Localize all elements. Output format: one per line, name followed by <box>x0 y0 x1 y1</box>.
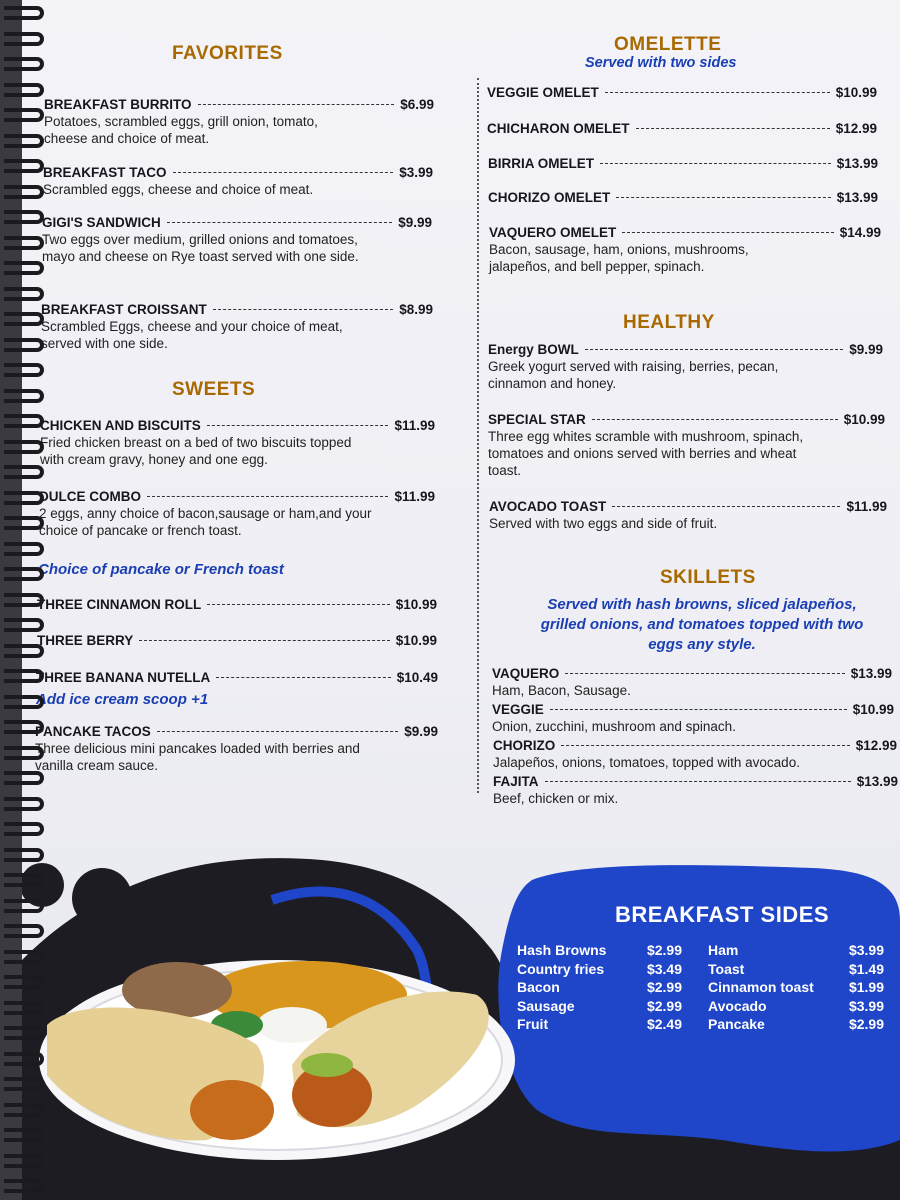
dot-leader <box>157 731 398 732</box>
dot-leader <box>585 349 843 350</box>
side-price: $3.99 <box>848 942 884 958</box>
spiral-coil <box>4 899 44 913</box>
spiral-coil <box>4 440 44 454</box>
dot-leader <box>550 709 847 710</box>
dot-leader <box>207 425 389 426</box>
spiral-coil <box>4 236 44 250</box>
dot-leader <box>592 419 838 420</box>
menu-item-chorizo-omelet <box>488 190 878 205</box>
breakfast-sides-left-list <box>517 942 682 1035</box>
menu-item-birria-omelet <box>488 156 878 171</box>
item-description: Ham, Bacon, Sausage. <box>492 683 631 698</box>
item-name: SPECIAL STAR <box>488 412 586 427</box>
dot-leader <box>622 232 833 233</box>
item-description: Three egg whites scramble with mushroom, spinach, tomatoes and onions served with berries and wheat toast. <box>488 429 804 478</box>
spiral-coil <box>4 771 44 785</box>
item-description: 2 eggs, anny choice of bacon,sausage or ham,and your choice of pancake or french toast. <box>39 506 372 538</box>
item-name: VEGGIE <box>492 702 544 717</box>
menu-item-breakfast-taco <box>43 165 433 198</box>
item-name: CHICKEN AND BISCUITS <box>40 418 201 433</box>
dot-leader <box>600 163 831 164</box>
spiral-coil <box>4 542 44 556</box>
item-name: VEGGIE OMELET <box>487 85 599 100</box>
item-price: $13.99 <box>836 156 878 171</box>
item-description: Three delicious mini pancakes loaded with berries and vanilla cream sauce. <box>35 741 360 773</box>
side-item <box>708 942 884 961</box>
side-item <box>708 961 884 980</box>
menu-item-breakfast-croissant <box>41 302 433 352</box>
dot-leader <box>561 745 849 746</box>
item-name: VAQUERO OMELET <box>489 225 617 240</box>
side-price: $2.99 <box>646 979 682 995</box>
spiral-coil <box>4 848 44 862</box>
item-price: $10.99 <box>852 702 894 717</box>
dot-leader <box>216 677 390 678</box>
column-divider <box>477 78 479 793</box>
item-description: Scrambled Eggs, cheese and your choice of meat, served with one side. <box>41 319 343 351</box>
item-price: $12.99 <box>855 738 897 753</box>
item-price: $13.99 <box>850 666 892 681</box>
omelette-heading: OMELETTE <box>614 34 722 55</box>
item-description: Onion, zucchini, mushroom and spinach. <box>492 719 736 734</box>
item-name: VAQUERO <box>492 666 560 681</box>
spiral-coil <box>4 873 44 887</box>
spiral-coil <box>4 465 44 479</box>
item-price: $11.99 <box>846 499 887 514</box>
spiral-coil <box>4 210 44 224</box>
side-price: $1.49 <box>848 960 884 977</box>
spiral-coil <box>4 1052 44 1066</box>
spiral-coil <box>4 516 44 530</box>
side-price: $2.99 <box>646 942 682 958</box>
menu-item-veggie-omelet <box>487 85 877 100</box>
dot-leader <box>612 506 840 507</box>
item-name: CHORIZO <box>493 738 556 753</box>
item-price: $9.99 <box>398 215 432 230</box>
side-price: $2.99 <box>848 1016 884 1032</box>
spiral-coil <box>4 312 44 326</box>
spiral-coil <box>4 287 44 301</box>
item-description: Bacon, sausage, ham, onions, mushrooms, jalapeños, and bell pepper, spinach. <box>489 242 749 274</box>
side-item <box>517 998 682 1017</box>
side-price: $3.49 <box>646 960 682 977</box>
spiral-coil <box>4 414 44 428</box>
spiral-coil <box>4 6 44 20</box>
menu-item-three-cinnamon-roll <box>37 597 437 612</box>
side-name: Avocado <box>708 997 767 1014</box>
side-name: Ham <box>708 942 739 958</box>
item-description: Two eggs over medium, grilled onions and tomatoes, mayo and cheese on Rye toast served with one side. <box>42 232 359 264</box>
spiral-coil <box>4 159 44 173</box>
item-description: Fried chicken breast on a bed of two biscuits topped with cream gravy, honey and one egg. <box>40 435 352 467</box>
item-name: FAJITA <box>493 774 539 789</box>
spiral-coil <box>4 797 44 811</box>
menu-item-avocado-toast <box>489 499 887 532</box>
breakfast-plate-image <box>37 955 517 1165</box>
sweets-heading: SWEETS <box>172 379 256 400</box>
side-name: Fruit <box>517 1016 549 1032</box>
spiral-coil <box>4 1154 44 1168</box>
side-name: Country fries <box>517 960 605 977</box>
favorites-heading: FAVORITES <box>172 43 283 64</box>
addon-note: Add ice cream scoop +1 <box>36 691 209 708</box>
dot-leader <box>616 197 830 198</box>
side-name: Pancake <box>708 1016 765 1032</box>
menu-item-energy-bowl <box>488 342 883 392</box>
item-price: $9.99 <box>404 724 438 739</box>
spiral-coil <box>4 185 44 199</box>
side-item <box>517 1016 682 1035</box>
healthy-heading: HEALTHY <box>623 312 715 333</box>
menu-item-pancake-tacos <box>35 724 438 774</box>
skillets-subtitle: Served with hash browns, sliced jalapeños, grilled onions, and tomatoes topped with two eggs any style. <box>540 596 864 653</box>
spiral-coil <box>4 695 44 709</box>
menu-item-chicharon-omelet <box>487 121 877 136</box>
spiral-coil <box>4 924 44 938</box>
item-price: $10.99 <box>395 633 437 648</box>
spiral-coil <box>4 363 44 377</box>
side-name: Cinnamon toast <box>708 979 814 995</box>
dot-leader <box>545 781 851 782</box>
item-name: THREE BERRY <box>37 633 134 648</box>
spiral-coil <box>4 134 44 148</box>
spiral-coil <box>4 57 44 71</box>
menu-item-chorizo-skillet <box>493 738 897 771</box>
side-item <box>517 979 682 998</box>
item-price: $12.99 <box>835 121 877 136</box>
side-price: $2.49 <box>646 1016 682 1032</box>
item-description: Served with two eggs and side of fruit. <box>489 516 718 531</box>
dot-leader <box>636 128 830 129</box>
spiral-coil <box>4 261 44 275</box>
item-name: GIGI'S SANDWICH <box>42 215 161 230</box>
item-name: CHORIZO OMELET <box>488 190 611 205</box>
item-name: CHICHARON OMELET <box>487 121 630 136</box>
item-description: Potatoes, scrambled eggs, grill onion, tomato, cheese and choice of meat. <box>44 114 318 146</box>
item-description: Beef, chicken or mix. <box>493 791 619 806</box>
spiral-coil <box>4 1001 44 1015</box>
spiral-coil <box>4 108 44 122</box>
side-name: Toast <box>708 960 745 977</box>
side-price: $1.99 <box>848 979 884 995</box>
skillets-heading: SKILLETS <box>660 567 756 588</box>
item-name: THREE BANANA NUTELLA <box>36 670 211 685</box>
item-name: BREAKFAST BURRITO <box>44 97 192 112</box>
side-price: $2.99 <box>646 997 682 1014</box>
item-description: Greek yogurt served with raising, berries, pecan, cinnamon and honey. <box>488 359 779 391</box>
item-price: $8.99 <box>399 302 433 317</box>
spiral-coil <box>4 1077 44 1091</box>
menu-item-veggie-skillet <box>492 702 894 735</box>
side-name: Sausage <box>517 997 575 1014</box>
spiral-coil <box>4 1026 44 1040</box>
menu-item-breakfast-burrito <box>44 97 434 147</box>
item-price: $13.99 <box>856 774 898 789</box>
spiral-coil <box>4 338 44 352</box>
breakfast-sides-right-list <box>708 942 884 1035</box>
choice-note: Choice of pancake or French toast <box>38 561 284 578</box>
item-price: $9.99 <box>849 342 883 357</box>
spiral-binding <box>0 0 48 1200</box>
item-name: BREAKFAST TACO <box>43 165 167 180</box>
item-description: Jalapeños, onions, tomatoes, topped with avocado. <box>493 755 800 770</box>
spiral-coil <box>4 1179 44 1193</box>
item-price: $3.99 <box>399 165 433 180</box>
item-price: $13.99 <box>836 190 878 205</box>
menu-item-vaquero-skillet <box>492 666 892 699</box>
dot-leader <box>198 104 395 105</box>
spiral-coil <box>4 975 44 989</box>
spiral-coil <box>4 389 44 403</box>
omelette-subtitle: Served with two sides <box>585 55 737 71</box>
item-description: Scrambled eggs, cheese and choice of meat. <box>43 182 314 197</box>
spiral-coil <box>4 822 44 836</box>
item-price: $10.49 <box>396 670 438 685</box>
item-price: $14.99 <box>839 225 881 240</box>
spiral-coil <box>4 618 44 632</box>
item-name: BREAKFAST CROISSANT <box>41 302 207 317</box>
menu-item-gigis-sandwich <box>42 215 432 265</box>
dot-leader <box>605 92 830 93</box>
menu-item-vaquero-omelet <box>489 225 881 275</box>
dot-leader <box>213 309 393 310</box>
spiral-coil <box>4 950 44 964</box>
menu-item-three-banana-nutella <box>36 670 438 685</box>
dot-leader <box>173 172 394 173</box>
menu-item-special-star <box>488 412 885 479</box>
item-price: $11.99 <box>394 418 435 433</box>
spiral-coil <box>4 491 44 505</box>
dot-leader <box>147 496 388 497</box>
item-name: DULCE COMBO <box>39 489 141 504</box>
side-item <box>517 942 682 961</box>
item-price: $11.99 <box>394 489 435 504</box>
spiral-coil <box>4 746 44 760</box>
dot-leader <box>565 673 844 674</box>
dot-leader <box>207 604 389 605</box>
item-price: $10.99 <box>843 412 885 427</box>
spiral-coil <box>4 644 44 658</box>
item-price: $6.99 <box>400 97 434 112</box>
menu-item-dulce-combo <box>39 489 435 539</box>
spiral-coil <box>4 720 44 734</box>
breakfast-sides-heading: BREAKFAST SIDES <box>614 902 830 927</box>
spiral-coil <box>4 593 44 607</box>
item-name: THREE CINNAMON ROLL <box>37 597 202 612</box>
spiral-coil <box>4 669 44 683</box>
side-item <box>708 998 884 1017</box>
item-name: AVOCADO TOAST <box>489 499 607 514</box>
dot-leader <box>167 222 392 223</box>
side-item <box>708 1016 884 1035</box>
item-name: Energy BOWL <box>488 342 579 357</box>
item-name: PANCAKE TACOS <box>35 724 151 739</box>
item-price: $10.99 <box>835 85 877 100</box>
spiral-coil <box>4 83 44 97</box>
spiral-coil <box>4 1103 44 1117</box>
side-name: Hash Browns <box>517 942 607 958</box>
item-price: $10.99 <box>395 597 437 612</box>
side-item <box>708 979 884 998</box>
menu-page <box>22 0 900 1200</box>
menu-item-chicken-and-biscuits <box>40 418 435 468</box>
item-name: BIRRIA OMELET <box>488 156 594 171</box>
spiral-coil <box>4 567 44 581</box>
side-name: Bacon <box>517 979 560 995</box>
side-item <box>517 961 682 980</box>
menu-item-three-berry <box>37 633 437 648</box>
dot-leader <box>139 640 389 641</box>
side-price: $3.99 <box>848 997 884 1014</box>
menu-item-fajita-skillet <box>493 774 898 807</box>
spiral-coil <box>4 32 44 46</box>
spiral-coil <box>4 1128 44 1142</box>
